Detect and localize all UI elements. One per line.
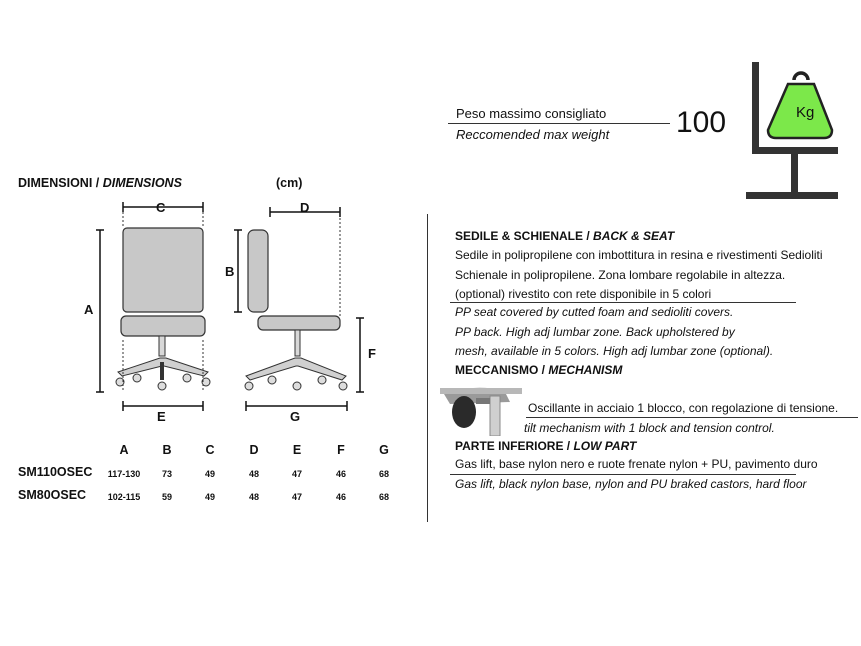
table-cell: 47 xyxy=(291,469,302,479)
side-seat xyxy=(258,316,340,330)
low-part-desc-en: Gas lift, black nylon base, nylon and PU braked castors, hard floor xyxy=(455,477,807,491)
back-seat-title-en: BACK & SEAT xyxy=(593,229,675,243)
front-view-chair xyxy=(96,202,210,411)
mechanism-underline xyxy=(526,417,858,418)
back-seat-desc-it xyxy=(455,246,823,305)
table-header-d: D xyxy=(249,443,259,457)
table-header-g: G xyxy=(379,443,389,457)
dimensions-unit: (cm) xyxy=(276,176,303,190)
back-seat-line: PP seat covered by cutted foam and sedioliti covers. xyxy=(455,305,734,319)
back-seat-line: Sedile in polipropilene con imbottitura in resina e rivestimenti Sedioliti xyxy=(455,248,823,262)
dimensions-title-it: DIMENSIONI / xyxy=(18,176,100,190)
low-part-title-en: LOW PART xyxy=(573,439,637,453)
mechanism-photo xyxy=(440,382,526,436)
back-seat-line: PP back. High adj lumbar zone. Back upholstered by xyxy=(455,324,735,339)
back-seat-line: Schienale in polipropilene. Zona lombare regolabile in altezza. xyxy=(455,267,786,282)
table-header-a: A xyxy=(119,443,129,457)
weight-scale-icon xyxy=(740,58,840,204)
diagram-label-d: D xyxy=(300,200,310,215)
table-header-f: F xyxy=(337,443,345,457)
back-seat-line: mesh, available in 5 colors. High adj lumbar zone (optional). xyxy=(455,344,774,358)
mechanism-title xyxy=(455,363,622,377)
kg-label: Kg xyxy=(796,104,815,121)
dimensions-title xyxy=(18,176,182,190)
table-cell: 68 xyxy=(378,469,389,479)
back-seat-title-it: SEDILE & SCHIENALE / xyxy=(455,229,590,243)
low-part-title xyxy=(455,439,636,453)
table-cell: 59 xyxy=(161,492,172,502)
back-seat-title xyxy=(455,229,674,243)
table-cell: 117-130 xyxy=(107,469,141,479)
max-weight-label-it: Peso massimo consigliato xyxy=(456,106,607,121)
table-cell: 48 xyxy=(248,492,259,502)
mechanism-desc-en: tilt mechanism with 1 block and tension control. xyxy=(524,421,775,435)
table-header-e: E xyxy=(292,443,302,457)
table-cell: 47 xyxy=(291,492,302,502)
table-cell: 102-115 xyxy=(107,492,141,502)
diagram-label-a: A xyxy=(84,302,94,317)
side-backrest xyxy=(248,230,268,312)
table-cell: 73 xyxy=(161,469,172,479)
diagram-label-f: F xyxy=(368,346,376,361)
max-weight-value: 100 xyxy=(676,106,727,139)
mechanism-title-en: MECHANISM xyxy=(548,363,623,377)
max-weight-label-en: Reccomended max weight xyxy=(456,127,610,142)
table-header-c: C xyxy=(205,443,215,457)
row-model-name: SM110OSEC xyxy=(18,465,93,479)
column-divider xyxy=(427,214,428,522)
table-cell: 68 xyxy=(378,492,389,502)
side-view-chair xyxy=(234,207,364,411)
diagram-label-b: B xyxy=(225,264,235,279)
table-cell: 49 xyxy=(204,492,215,502)
mechanism-desc-it: Oscillante in acciaio 1 blocco, con regolazione di tensione. xyxy=(528,401,839,415)
chair-dimension-diagram xyxy=(0,195,430,435)
table-cell: 49 xyxy=(204,469,215,479)
front-seat xyxy=(121,316,205,336)
front-gas-lift xyxy=(159,336,165,356)
side-gas-lift xyxy=(295,330,300,356)
table-cell: 48 xyxy=(248,469,259,479)
front-backrest xyxy=(123,228,203,312)
table-cell: 46 xyxy=(335,492,346,502)
side-castor xyxy=(245,382,253,390)
max-weight-underline xyxy=(448,123,670,124)
diagram-label-c: C xyxy=(156,200,166,215)
diagram-label-e: E xyxy=(157,409,166,424)
mechanism-title-it: MECCANISMO / xyxy=(455,363,545,377)
back-seat-line: (optional) rivestito con rete disponibile in 5 colori xyxy=(455,287,712,301)
table-header-b: B xyxy=(162,443,172,457)
dimensions-title-en: DIMENSIONS xyxy=(102,176,182,190)
diagram-label-g: G xyxy=(290,409,301,424)
low-part-desc-it: Gas lift, base nylon nero e ruote frenate nylon + PU, pavimento duro xyxy=(455,457,818,471)
row-model-name: SM80OSEC xyxy=(18,488,87,502)
low-part-title-it: PARTE INFERIORE / xyxy=(455,439,571,453)
back-seat-desc-en xyxy=(455,303,773,362)
side-base xyxy=(246,358,346,380)
table-cell: 46 xyxy=(335,469,346,479)
